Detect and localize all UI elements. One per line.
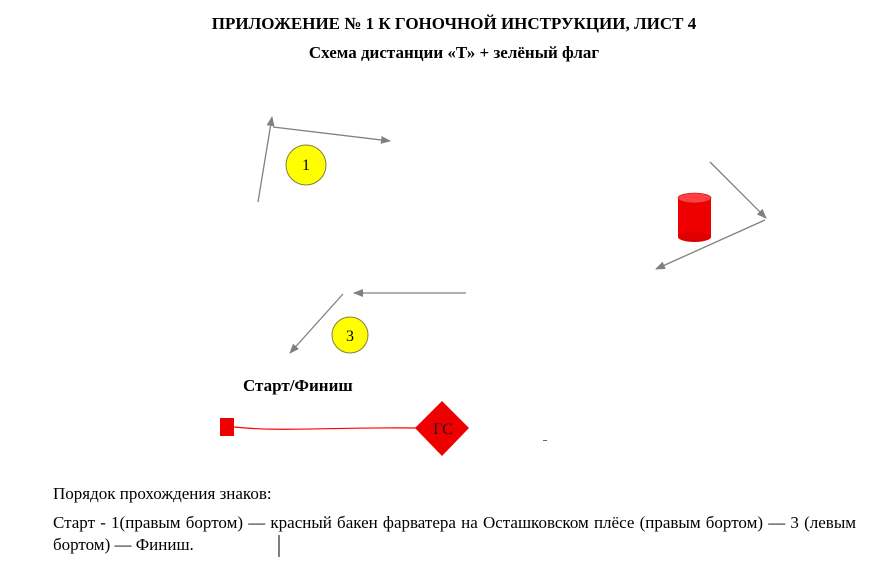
order-description: Старт - 1(правым бортом) — красный бакен фарватера на Осташковском плёсе (правым бортом) — 3 (левым бортом) — Финиш. — [53, 513, 856, 554]
red-buoy-icon — [678, 193, 711, 242]
course-subtitle: Схема дистанции «Т» + зелёный флаг — [308, 43, 600, 62]
small-dash — [543, 440, 547, 441]
start-finish-label: Старт/Финиш — [243, 376, 353, 395]
course-arrow-past-mark1 — [273, 127, 390, 141]
mark-1 — [286, 145, 326, 185]
course-arrow-to-mark1 — [258, 117, 272, 202]
start-finish-line — [234, 427, 420, 429]
committee-boat-icon — [415, 401, 469, 456]
course-arrow-to-buoy — [710, 162, 766, 218]
start-pin-flag-icon — [220, 418, 234, 436]
mark-1-label: 1 — [302, 157, 310, 174]
mark-3 — [332, 317, 368, 353]
order-heading: Порядок прохождения знаков: — [53, 484, 272, 503]
mark-3-label: 3 — [346, 328, 354, 345]
committee-boat-label: ГС — [433, 421, 453, 438]
page-title: ПРИЛОЖЕНИЕ № 1 К ГОНОЧНОЙ ИНСТРУКЦИИ, ЛИСТ 4 — [211, 14, 697, 33]
